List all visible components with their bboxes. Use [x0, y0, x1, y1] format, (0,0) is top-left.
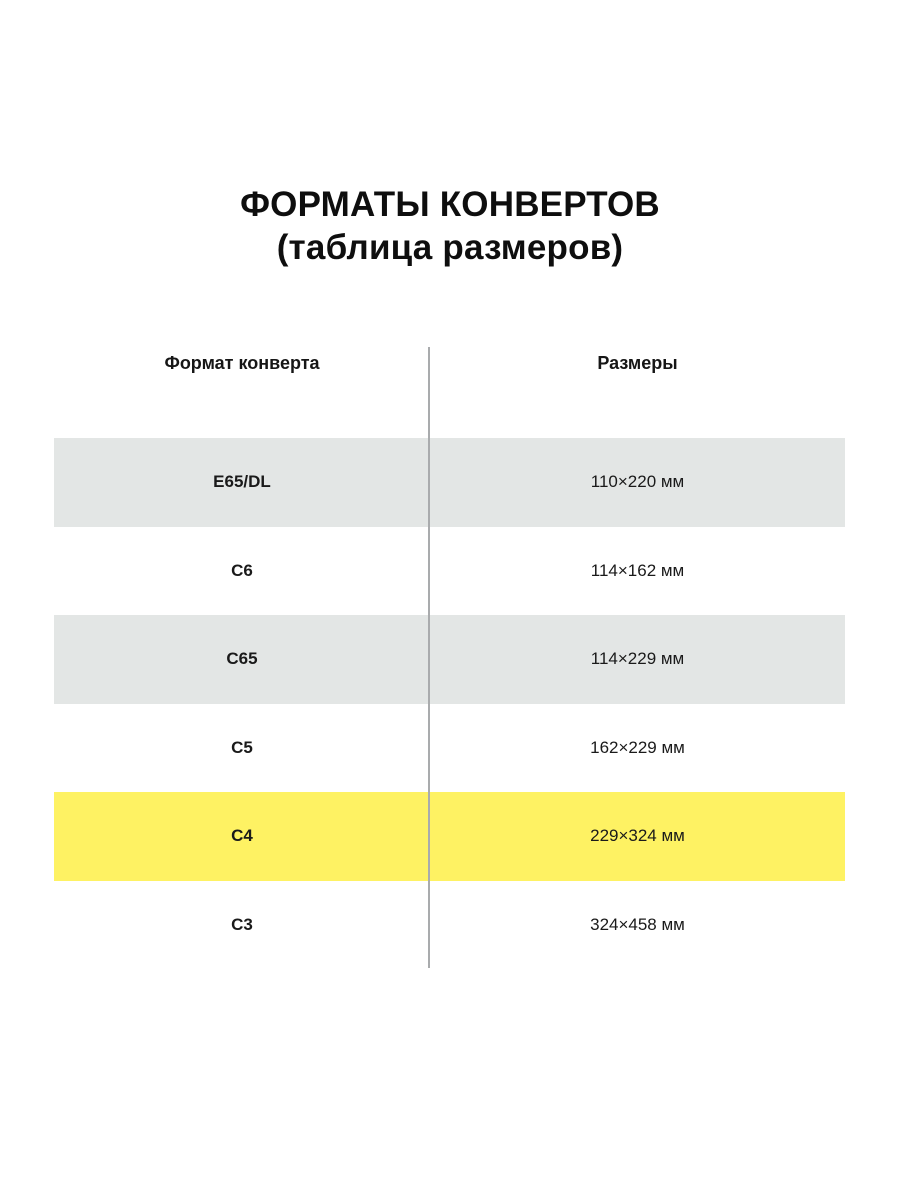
format-cell: C4 [231, 826, 253, 846]
page-title-line-2: (таблица размеров) [276, 228, 624, 267]
table-row [54, 438, 845, 527]
envelope-size-table [54, 0, 845, 1200]
format-cell: C3 [231, 914, 253, 934]
column-divider [428, 347, 430, 968]
table-row [54, 704, 845, 793]
table-row-highlighted [54, 792, 845, 881]
table-row [54, 527, 845, 616]
page-title-line-1: ФОРМАТЫ КОНВЕРТОВ [240, 185, 660, 224]
column-header-size: Размеры [597, 353, 678, 373]
size-cell: 114×229 мм [590, 649, 685, 669]
size-cell: 114×162 мм [590, 560, 685, 580]
format-cell: C65 [226, 649, 258, 669]
size-cell: 162×229 мм [590, 737, 685, 757]
format-cell: E65/DL [213, 472, 271, 492]
column-header-format: Формат конверта [164, 353, 320, 373]
table-row [54, 615, 845, 704]
size-cell: 110×220 мм [590, 472, 685, 492]
size-cell: 324×458 мм [590, 914, 685, 934]
table-row [54, 881, 845, 970]
format-cell: C6 [231, 560, 253, 580]
table-body [54, 438, 845, 969]
format-cell: C5 [231, 737, 253, 757]
size-cell: 229×324 мм [590, 826, 685, 846]
